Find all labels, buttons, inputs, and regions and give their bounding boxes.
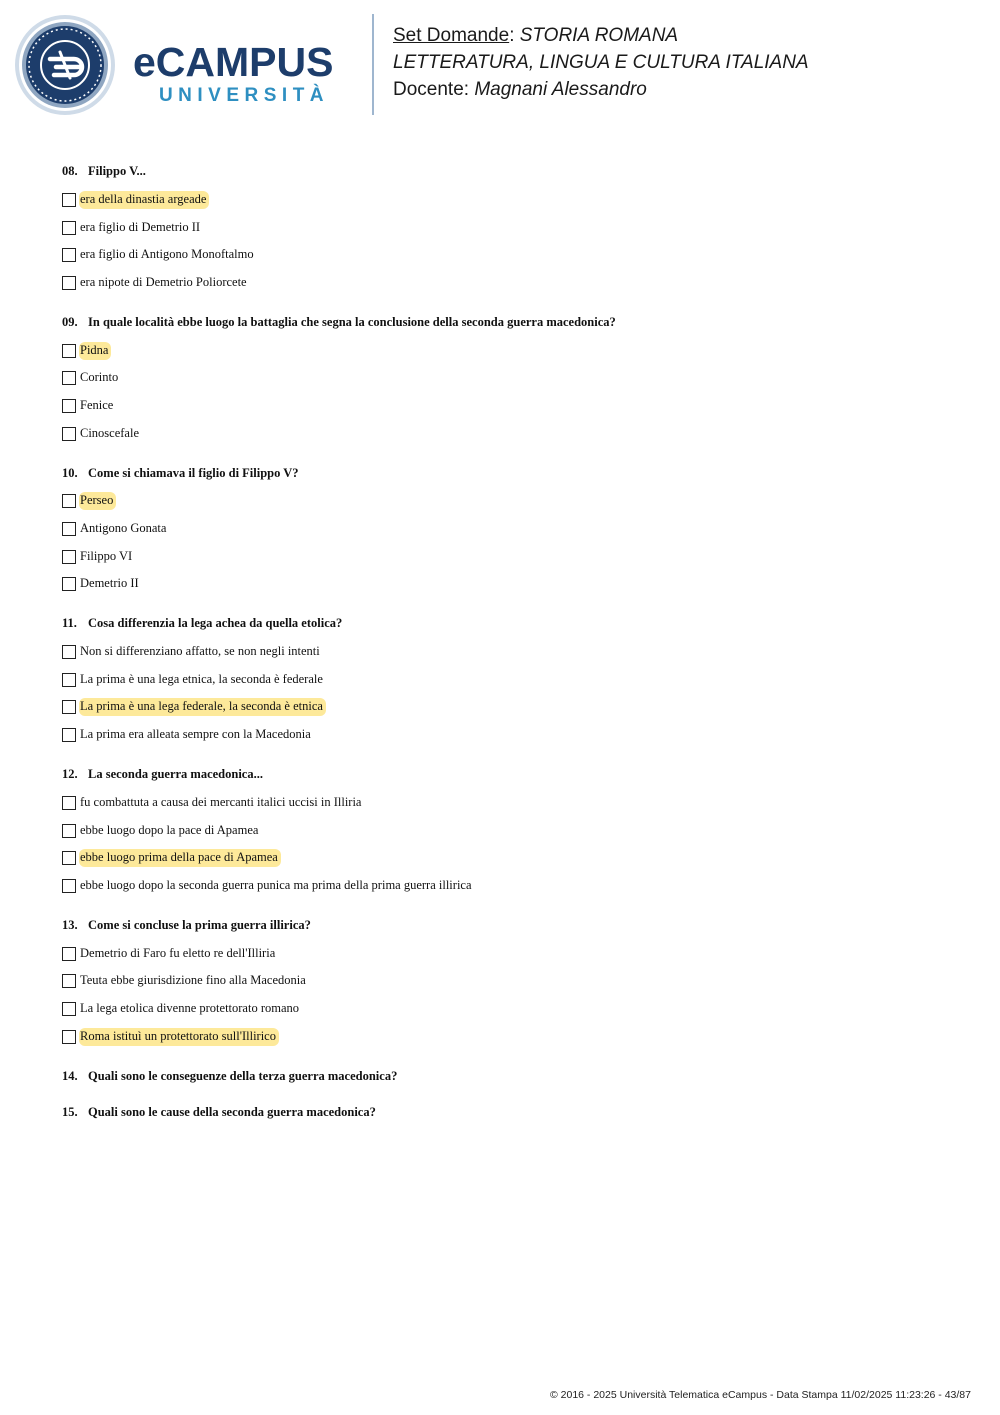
set-title: STORIA ROMANA	[519, 25, 679, 46]
answer-option[interactable]	[62, 488, 962, 516]
answer-text: Corinto	[80, 370, 119, 385]
answer-text: Demetrio di Faro fu eletto re dell'Illiria	[80, 945, 276, 960]
brand-subtitle: UNIVERSITÀ	[158, 85, 330, 106]
teacher-name: Magnani Alessandro	[474, 79, 647, 100]
brand-name: eCAMPUS	[133, 39, 334, 85]
answer-checkbox[interactable]	[62, 796, 76, 810]
answer-checkbox[interactable]	[62, 700, 76, 714]
answer-text: era figlio di Antigono Monoftalmo	[80, 247, 254, 262]
answer-checkbox[interactable]	[62, 193, 76, 207]
answer-checkbox[interactable]	[62, 974, 76, 988]
ecampus-seal-logo	[14, 14, 116, 116]
answer-option[interactable]	[62, 940, 962, 968]
question-item	[62, 1101, 962, 1123]
question-item	[62, 160, 962, 297]
answer-option[interactable]	[62, 571, 962, 599]
answer-text: Teuta ebbe giurisdizione fino alla Macedonia	[80, 973, 306, 988]
set-line	[393, 22, 809, 49]
answer-text-highlighted: Roma istituì un protettorato sull'Illirico	[79, 1028, 279, 1046]
question-title	[62, 914, 962, 936]
question-title	[62, 1101, 962, 1123]
answer-text: fu combattuta a causa dei mercanti italici uccisi in Illiria	[80, 794, 362, 809]
set-label: Set Domande	[393, 25, 510, 46]
answer-checkbox[interactable]	[62, 728, 76, 742]
answer-checkbox[interactable]	[62, 276, 76, 290]
answer-option[interactable]	[62, 666, 962, 694]
answer-text: ebbe luogo dopo la pace di Apamea	[80, 822, 259, 837]
header-divider	[372, 14, 374, 115]
answer-text: era nipote di Demetrio Poliorcete	[80, 274, 247, 289]
question-number: 09.	[62, 314, 78, 329]
answer-text: Fenice	[80, 397, 114, 412]
answer-text: La prima è una lega etnica, la seconda è federale	[80, 671, 323, 686]
answer-option[interactable]	[62, 543, 962, 571]
question-number: 14.	[62, 1068, 78, 1083]
answer-option[interactable]	[62, 337, 962, 365]
answer-option[interactable]	[62, 995, 962, 1023]
question-text: Quali sono le conseguenze della terza guerra macedonica?	[88, 1068, 398, 1083]
answer-text-highlighted: Perseo	[79, 492, 116, 510]
answer-text: Filippo VI	[80, 548, 133, 563]
question-text: Come si concluse la prima guerra illirica?	[88, 917, 311, 932]
answer-checkbox[interactable]	[62, 879, 76, 893]
teacher-line	[393, 76, 809, 103]
question-title	[62, 160, 962, 182]
question-number: 15.	[62, 1104, 78, 1119]
page-footer: © 2016 - 2025 Università Telematica eCampus - Data Stampa 11/02/2025 11:23:26 - 43/87	[550, 1389, 971, 1401]
question-text: Quali sono le cause della seconda guerra macedonica?	[88, 1104, 376, 1119]
answer-checkbox[interactable]	[62, 824, 76, 838]
question-text: Filippo V...	[88, 164, 146, 178]
answer-option[interactable]	[62, 364, 962, 392]
question-title	[62, 311, 962, 333]
question-item	[62, 763, 962, 900]
question-text: In quale località ebbe luogo la battaglia che segna la conclusione della seconda guerra macedonica?	[88, 314, 616, 329]
answer-option[interactable]	[62, 872, 962, 900]
answer-option[interactable]	[62, 186, 962, 214]
answer-checkbox[interactable]	[62, 494, 76, 508]
answer-option[interactable]	[62, 241, 962, 269]
answer-text: Cinoscefale	[80, 425, 140, 440]
question-item	[62, 612, 962, 749]
answer-option[interactable]	[62, 515, 962, 543]
answer-text: Non si differenziano affatto, se non negli intenti	[80, 644, 320, 659]
answer-text: ebbe luogo dopo la seconda guerra punica ma prima della prima guerra illirica	[80, 877, 472, 892]
question-number: 11.	[62, 616, 77, 631]
page-header	[0, 0, 1000, 130]
answer-checkbox[interactable]	[62, 947, 76, 961]
answer-checkbox[interactable]	[62, 851, 76, 865]
question-number: 12.	[62, 767, 78, 781]
answer-option[interactable]	[62, 967, 962, 995]
question-title	[62, 1065, 962, 1087]
answer-text: Antigono Gonata	[80, 521, 167, 536]
answer-option[interactable]	[62, 694, 962, 722]
answer-option[interactable]	[62, 1023, 962, 1051]
answer-text: Demetrio II	[80, 576, 139, 591]
answer-checkbox[interactable]	[62, 344, 76, 358]
answer-option[interactable]	[62, 420, 962, 448]
answer-text-highlighted: La prima è una lega federale, la seconda è etnica	[79, 698, 326, 716]
answer-option[interactable]	[62, 392, 962, 420]
answer-checkbox[interactable]	[62, 1002, 76, 1016]
answer-option[interactable]	[62, 789, 962, 817]
question-item	[62, 1065, 962, 1087]
answer-checkbox[interactable]	[62, 221, 76, 235]
answer-option[interactable]	[62, 844, 962, 872]
answer-checkbox[interactable]	[62, 399, 76, 413]
answer-checkbox[interactable]	[62, 577, 76, 591]
answer-option[interactable]	[62, 817, 962, 845]
answer-checkbox[interactable]	[62, 550, 76, 564]
answer-checkbox[interactable]	[62, 522, 76, 536]
answer-option[interactable]	[62, 721, 962, 749]
question-list	[62, 160, 962, 1137]
question-text: Cosa differenzia la lega achea da quella etolica?	[88, 616, 343, 631]
answer-text: La prima era alleata sempre con la Macedonia	[80, 727, 311, 742]
answer-option[interactable]	[62, 214, 962, 242]
question-number: 10.	[62, 465, 78, 480]
question-number: 13.	[62, 917, 78, 932]
answer-checkbox[interactable]	[62, 673, 76, 687]
answer-option[interactable]	[62, 269, 962, 297]
ecampus-wordmark	[133, 40, 355, 107]
set-separator: :	[509, 25, 515, 46]
answer-checkbox[interactable]	[62, 1030, 76, 1044]
answer-text-highlighted: Pidna	[79, 342, 111, 360]
question-title	[62, 763, 962, 785]
question-title	[62, 462, 962, 484]
header-info	[393, 22, 809, 103]
question-text: Come si chiamava il figlio di Filippo V?	[88, 465, 299, 480]
answer-checkbox[interactable]	[62, 248, 76, 262]
course-name: LETTERATURA, LINGUA E CULTURA ITALIANA	[393, 52, 809, 73]
question-item	[62, 914, 962, 1051]
answer-checkbox[interactable]	[62, 371, 76, 385]
answer-text-highlighted: ebbe luogo prima della pace di Apamea	[79, 849, 281, 867]
question-text: La seconda guerra macedonica...	[88, 767, 263, 781]
answer-checkbox[interactable]	[62, 645, 76, 659]
question-title	[62, 612, 962, 634]
question-item	[62, 462, 962, 599]
answer-text: era figlio di Demetrio II	[80, 219, 201, 234]
answer-option[interactable]	[62, 638, 962, 666]
answer-text-highlighted: era della dinastia argeade	[79, 191, 209, 209]
teacher-label: Docente:	[393, 79, 470, 100]
answer-text: La lega etolica divenne protettorato romano	[80, 1000, 300, 1015]
question-number: 08.	[62, 164, 78, 178]
question-item	[62, 311, 962, 448]
answer-checkbox[interactable]	[62, 427, 76, 441]
